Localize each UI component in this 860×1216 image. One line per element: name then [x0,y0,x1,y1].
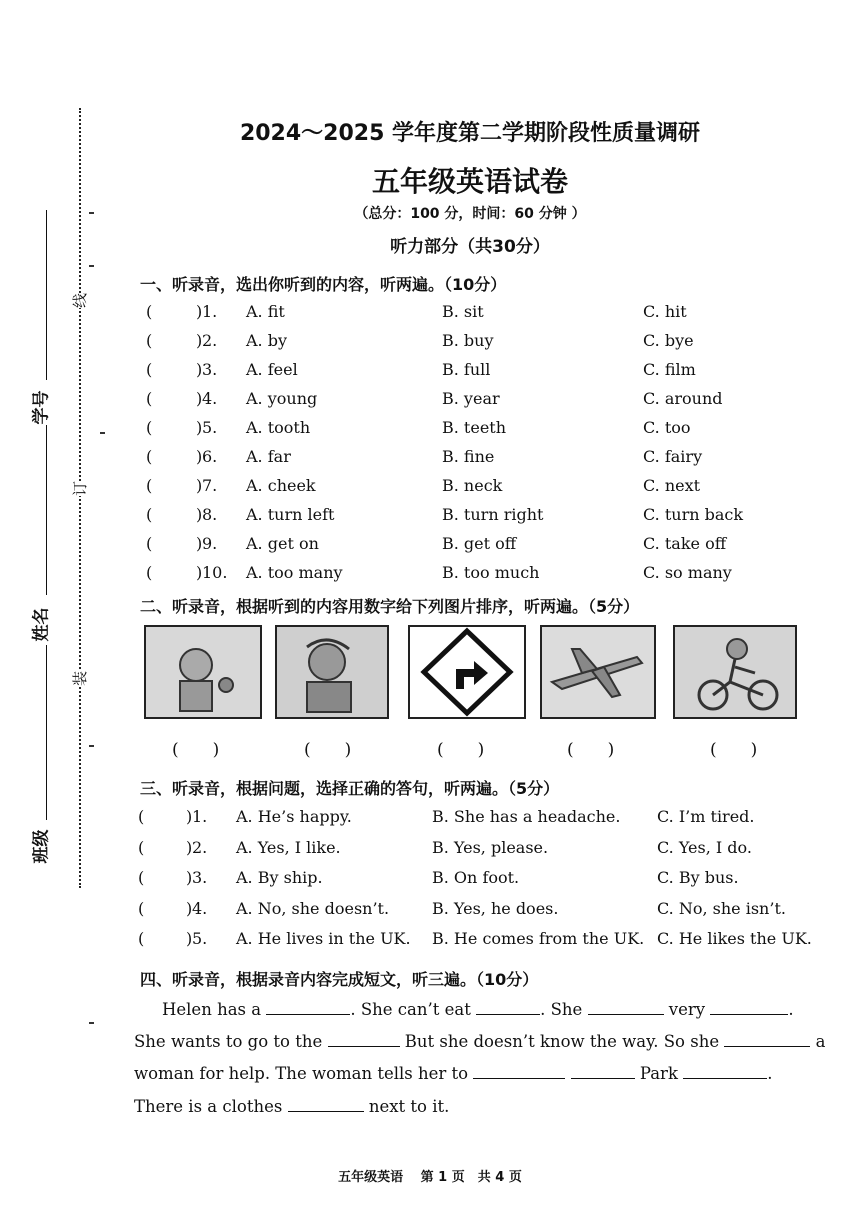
listening-q-row [140,447,820,473]
option-a[interactable]: A. feel [246,360,298,379]
option-b[interactable]: B. get off [442,534,517,553]
option-c[interactable]: C. No, she isn’t. [657,898,786,918]
picture-boy-toothache [144,625,262,719]
option-a[interactable]: A. too many [246,563,343,582]
answer-bracket[interactable]: ) [186,868,193,887]
answer-bracket[interactable]: ( [146,418,153,437]
option-b[interactable]: B. turn right [442,505,544,524]
question-number: 8. [202,505,218,524]
binding-dotted-line [79,108,81,888]
picture-turn-right-sign [408,625,526,719]
question-number: 3. [202,360,218,379]
option-a[interactable]: A. By ship. [236,868,323,887]
part-title: 听力部分（共30分） [390,237,550,257]
picture-bicycle-rider [673,625,797,719]
name-label: 姓名 [31,607,52,642]
answer-bracket[interactable]: ) [196,418,203,437]
margin-tick [89,745,94,747]
option-c[interactable]: C. film [643,360,696,379]
option-c[interactable]: C. He likes the UK. [657,929,812,948]
option-a[interactable]: A. He lives in the UK. [236,929,411,948]
student-id-label: 学号 [31,390,52,425]
listening-q-row [140,563,820,589]
answer-bracket[interactable]: ) [196,534,203,553]
option-c[interactable]: C. bye [643,331,694,350]
answer-bracket[interactable]: ( [146,563,153,582]
cloze-blank[interactable] [266,1000,350,1015]
option-b[interactable]: B. Yes, please. [432,837,549,857]
class-line[interactable] [46,645,47,820]
cloze-blank[interactable] [288,1097,364,1112]
listening-q-row [140,331,820,357]
option-a[interactable]: A. far [246,447,291,466]
answer-bracket[interactable]: ) [186,898,193,918]
listening-q-row [140,389,820,415]
answer-bracket[interactable]: ) [196,360,203,379]
binding-mark-xian: 线 [71,292,90,309]
answer-bracket[interactable]: ) [196,331,203,350]
picture-man-headache [275,625,389,719]
answer-q-row [140,929,820,955]
cloze-blank[interactable] [724,1032,810,1047]
option-b[interactable]: B. Yes, he does. [432,898,559,918]
option-a[interactable]: A. turn left [246,505,335,524]
picture-answer-4[interactable]: ( ) [567,740,615,760]
name-line[interactable] [46,425,47,595]
listening-q-row [140,534,820,560]
option-c[interactable]: C. fairy [643,447,703,466]
picture-answer-1[interactable]: ( ) [172,740,220,760]
cloze-line-3: woman for help. The woman tells her to Park . [134,1064,773,1083]
option-a[interactable]: A. get on [246,534,319,553]
answer-q-row [140,899,820,925]
option-a[interactable]: A. cheek [246,476,316,495]
answer-q-row [140,868,820,894]
option-b[interactable]: B. full [442,360,491,379]
answer-bracket[interactable]: ( [146,389,153,408]
section4-heading: 四、听录音，根据录音内容完成短文，听三遍。（10分） [140,970,539,989]
option-b[interactable]: B. sit [442,302,484,321]
section2-heading: 二、听录音，根据听到的内容用数字给下列图片排序，听两遍。（5分） [140,597,640,616]
student-id-line[interactable] [46,210,47,380]
page-footer: 五年级英语 第 1 页 共 4 页 [338,1170,522,1185]
binding-mark-zhuang: 装 [71,670,90,687]
cloze-blank[interactable] [328,1032,400,1047]
cloze-line-1: Helen has a . She can’t eat . She very . [162,1000,794,1019]
option-b[interactable]: B. teeth [442,418,507,437]
option-c[interactable]: C. I’m tired. [657,807,755,826]
class-label: 班级 [31,829,52,864]
option-c[interactable]: C. hit [643,302,687,321]
answer-bracket[interactable]: ) [186,929,193,948]
option-c[interactable]: C. Yes, I do. [657,837,752,857]
cloze-line-4: There is a clothes next to it. [134,1097,450,1116]
answer-bracket[interactable]: ) [196,563,203,582]
answer-bracket[interactable]: ) [196,476,203,495]
question-number: 1. [192,807,208,826]
answer-q-row [140,807,820,833]
picture-answer-5[interactable]: ( ) [710,740,758,760]
option-a[interactable]: A. No, she doesn’t. [236,898,390,918]
option-b[interactable]: B. She has a headache. [432,807,621,826]
option-a[interactable]: A. fit [246,302,285,321]
option-b[interactable]: B. On foot. [432,868,520,887]
answer-bracket[interactable]: ( [138,807,145,826]
option-c[interactable]: C. too [643,418,691,437]
answer-bracket[interactable]: ( [146,476,153,495]
option-a[interactable]: A. young [246,389,318,408]
answer-bracket[interactable]: ) [186,807,193,826]
answer-bracket[interactable]: ( [138,868,145,887]
option-a[interactable]: A. tooth [246,418,311,437]
exam-subtitle: 五年级英语试卷 [371,165,568,198]
question-number: 5. [192,929,208,948]
option-c[interactable]: C. turn back [643,505,744,524]
cloze-blank[interactable] [571,1064,635,1079]
margin-tick [100,432,105,434]
cloze-blank[interactable] [710,1000,788,1015]
question-number: 4. [192,898,208,918]
option-b[interactable]: B. too much [442,563,540,582]
exam-title: 2024～2025 学年度第二学期阶段性质量调研 [239,121,701,146]
answer-bracket[interactable]: ( [138,837,145,857]
option-a[interactable]: A. He’s happy. [236,807,352,826]
exam-meta: （总分：100 分，时间：60 分钟 ） [354,206,586,222]
margin-tick [89,265,94,267]
cloze-blank[interactable] [588,1000,664,1015]
question-number: 6. [202,447,218,466]
cloze-blank[interactable] [476,1000,540,1015]
answer-bracket[interactable]: ( [146,447,153,466]
answer-bracket[interactable]: ( [146,360,153,379]
option-c[interactable]: C. next [643,476,701,495]
listening-q-row [140,360,820,386]
section1-heading: 一、听录音，选出你听到的内容，听两遍。（10分） [140,275,507,294]
option-b[interactable]: B. fine [442,447,495,466]
binding-mark-ding: 订 [71,480,90,497]
picture-airplane [540,625,656,719]
question-number: 5. [202,418,218,437]
answer-bracket[interactable]: ( [138,929,145,948]
option-b[interactable]: B. year [442,389,500,408]
listening-q-row [140,302,820,328]
section3-heading: 三、听录音，根据问题，选择正确的答句，听两遍。（5分） [140,779,560,798]
option-b[interactable]: B. He comes from the UK. [432,929,645,948]
option-a[interactable]: A. by [246,331,288,350]
answer-q-row [140,838,820,864]
answer-bracket[interactable]: ( [146,534,153,553]
question-number: 3. [192,868,208,887]
answer-bracket[interactable]: ) [196,447,203,466]
option-a[interactable]: A. Yes, I like. [236,837,341,857]
answer-bracket[interactable]: ) [196,505,203,524]
question-number: 10. [202,563,228,582]
question-number: 2. [192,837,208,857]
margin-tick [89,212,94,214]
question-number: 4. [202,389,218,408]
listening-q-row [140,418,820,444]
option-c[interactable]: C. around [643,389,723,408]
cloze-blank[interactable] [683,1064,767,1079]
picture-answer-2[interactable]: ( ) [304,740,352,760]
answer-bracket[interactable]: ( [146,331,153,350]
answer-bracket[interactable]: ) [196,389,203,408]
option-c[interactable]: C. By bus. [657,868,739,887]
margin-tick [89,1022,94,1024]
answer-bracket[interactable]: ( [138,898,145,918]
question-number: 9. [202,534,218,553]
cloze-blank[interactable] [473,1064,565,1079]
option-b[interactable]: B. buy [442,331,494,350]
answer-bracket[interactable]: ( [146,302,153,321]
question-number: 7. [202,476,218,495]
answer-bracket[interactable]: ) [196,302,203,321]
option-b[interactable]: B. neck [442,476,503,495]
option-c[interactable]: C. so many [643,563,732,582]
picture-answer-3[interactable]: ( ) [437,740,485,760]
question-number: 2. [202,331,218,350]
option-c[interactable]: C. take off [643,534,727,553]
listening-q-row [140,505,820,531]
answer-bracket[interactable]: ) [186,837,193,857]
listening-q-row [140,476,820,502]
answer-bracket[interactable]: ( [146,505,153,524]
question-number: 1. [202,302,218,321]
cloze-line-2: She wants to go to the But she doesn’t know the way. So she a [134,1032,826,1051]
